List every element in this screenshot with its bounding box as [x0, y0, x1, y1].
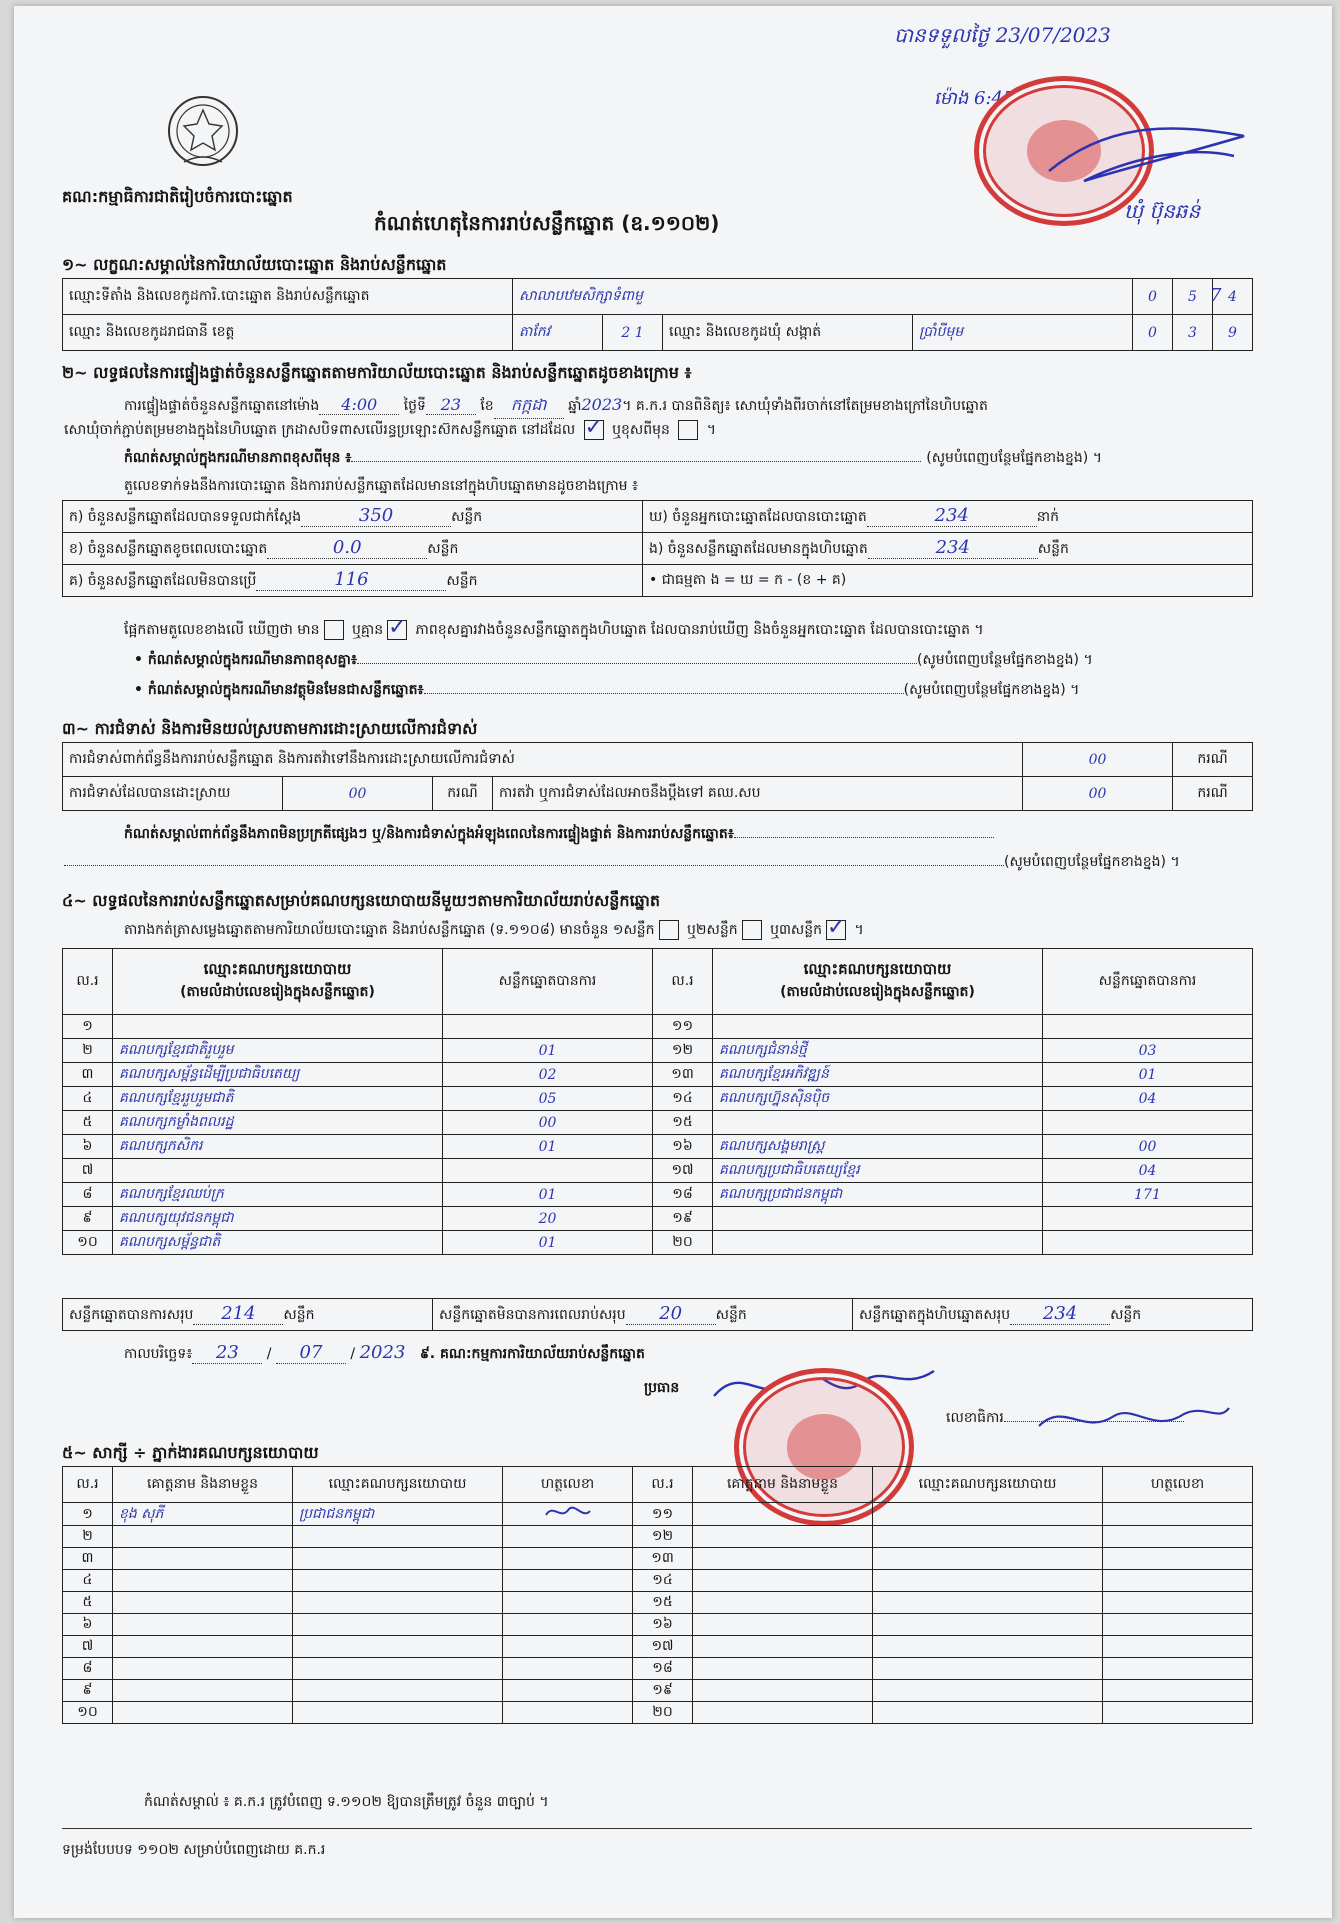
- row-no: ២: [63, 1039, 113, 1063]
- table-row: [63, 1526, 1253, 1548]
- row-no: ៦: [63, 1135, 113, 1159]
- party-votes: [443, 1159, 653, 1183]
- commune-code-3: 9: [1213, 315, 1253, 351]
- section3-heading: ៣~ ការជំទាស់ និងការមិនយល់ស្របតាមការដោះស្រាយលើការជំទាស់: [62, 719, 478, 738]
- party-name: គណបក្សហ្វ៊ុនស៊ិនប៉ិច: [713, 1087, 1043, 1111]
- row-no: ១៦: [653, 1135, 713, 1159]
- table-row: [63, 1702, 1253, 1724]
- received-note: បានទទួលថ្ងៃ 23/07/2023: [894, 23, 1111, 47]
- party-votes: 01: [443, 1039, 653, 1063]
- party-name: [113, 1159, 443, 1183]
- witness-signature: [503, 1503, 633, 1526]
- province-label: ឈ្មោះ និងលេខកូដរាជធានី ខេត្ត: [63, 315, 513, 351]
- row-no: ១២: [653, 1039, 713, 1063]
- col-votes-left: សន្លឹកឆ្នោតបានការ: [443, 949, 653, 1015]
- commune-code-1: 0: [1133, 315, 1173, 351]
- party-name: គណបក្សយុវជនកម្ពុជា: [113, 1207, 443, 1231]
- witness-no: ១២: [633, 1526, 693, 1548]
- table-row: [63, 1503, 1253, 1526]
- location-label: ឈ្មោះទីតាំង និងលេខកូដការិ.បោះឆ្នោត និងរាប់សន្លឹកឆ្នោត: [63, 279, 513, 315]
- witness-no: ១៥: [633, 1592, 693, 1614]
- complaints-table: [62, 742, 1253, 811]
- table-row: [63, 1570, 1253, 1592]
- witness-no: ១០: [63, 1702, 113, 1724]
- table-row: [63, 1111, 1253, 1135]
- verification-line-1: ការផ្ទៀងផ្ទាត់ចំនួនសន្លឹកឆ្នោតនៅម៉ោង 4:00 ថ្ងៃទី 23 ខែ កក្កដា ឆ្នាំ2023។ គ.ក.រ បានពិនិត្យ៖ សោឃុំទាំងពីរចាក់នៅតែម្រមខាងក្រៅនៃហិបឆ្នោត: [124, 394, 988, 419]
- col-votes-right: សន្លឹកឆ្នោតបានការ: [1043, 949, 1253, 1015]
- figures-table: [62, 500, 1253, 597]
- party-name: គណបក្សខ្មែររួបរួមជាតិ: [113, 1087, 443, 1111]
- total-valid: សន្លឹកឆ្នោតបានការសរុប 214 សន្លឹក: [63, 1299, 433, 1331]
- party-votes: 01: [443, 1183, 653, 1207]
- row-no: ១៧: [653, 1159, 713, 1183]
- commune-code-2: 3: [1173, 315, 1213, 351]
- row-no: ១៥: [653, 1111, 713, 1135]
- complaints-appeal-unit: ករណី: [1173, 777, 1253, 811]
- party-votes: [1043, 1207, 1253, 1231]
- witness-no: ៤: [63, 1570, 113, 1592]
- location-code-2: 5: [1173, 279, 1213, 315]
- complaints-related-value: 00: [1023, 743, 1173, 777]
- section1-table: [62, 278, 1253, 351]
- commune-note: ឃុំ ប៊ុនឆន់: [1124, 199, 1201, 223]
- location-value: សាលាបឋមសិក្សាទំពាមួ: [513, 279, 1133, 315]
- table-row: [63, 1039, 1253, 1063]
- row-no: ៣: [63, 1063, 113, 1087]
- received-time-note: ម៉ោង 6:45: [934, 88, 1015, 109]
- tally-sheet-line: តារាងកត់ត្រាសម្លេងឆ្នោតតាមការិយាល័យបោះឆ្នោត និងរាប់សន្លឹកឆ្នោត (ទ.១១០៨) មានចំនួន ១សន្លឹក ឬ២សន្លឹក ឬ៣សន្លឹក✓ ។: [124, 920, 864, 941]
- party-name: គណបក្សសម្ព័ន្ធដើម្បីប្រជាធិបតេយ្យ: [113, 1063, 443, 1087]
- party-name: គណបក្សកម្លាំងពលរដ្ឋ: [113, 1111, 443, 1135]
- non-ballot-remark-line: • កំណត់សម្គាល់ក្នុងករណីមានវត្ថុមិនមែនជាសន្លឹកឆ្នោត៖ (សូមបំពេញបន្ថែមផ្នែកខាងខ្នង) ។: [134, 682, 1080, 698]
- witness-no: ១៣: [633, 1548, 693, 1570]
- party-name: គណបក្សខ្មែរអភិវឌ្ឍន៍: [713, 1063, 1043, 1087]
- total-in-box: សន្លឹកឆ្នោតក្នុងហិបឆ្នោតសរុប 234 សន្លឹក: [853, 1299, 1253, 1331]
- complaints-resolved-unit: ករណី: [433, 777, 493, 811]
- party-votes: [1043, 1015, 1253, 1039]
- party-name: គណបក្សកសិករ: [113, 1135, 443, 1159]
- irregularity-note-fill: (សូមបំពេញបន្ថែមផ្នែកខាងខ្នង) ។: [64, 852, 1180, 873]
- witness-no: ១៧: [633, 1636, 693, 1658]
- commune-value: ប្រាំបីមុម: [913, 315, 1133, 351]
- party-results-table: [62, 948, 1253, 1255]
- party-name: [713, 1231, 1043, 1255]
- witness-no: ១: [63, 1503, 113, 1526]
- party-votes: [1043, 1231, 1253, 1255]
- table-row: [63, 1636, 1253, 1658]
- table-row: [63, 1614, 1253, 1636]
- row-no: ១: [63, 1015, 113, 1039]
- col-no-left: ល.រ: [63, 949, 113, 1015]
- party-votes: 01: [443, 1231, 653, 1255]
- row-no: ១០: [63, 1231, 113, 1255]
- col-party-left: ឈ្មោះគណបក្សនយោបាយ (តាមលំដាប់លេខរៀងក្នុងសន្លឹកឆ្នោត): [113, 949, 443, 1015]
- footer-divider: [62, 1828, 1252, 1829]
- province-value: តាកែវ: [513, 315, 603, 351]
- row-no: ៩: [63, 1207, 113, 1231]
- row-no: ៥: [63, 1111, 113, 1135]
- one-sheet-checkbox[interactable]: [659, 920, 679, 940]
- party-votes: 00: [1043, 1135, 1253, 1159]
- witness-col-name-2: គោត្តនាម និងនាមខ្លួន: [693, 1467, 873, 1503]
- date-line: កាលបរិច្ឆេទ៖ 23 / 07 / 2023 ៩. គណ:កម្មការការិយាល័យរាប់សន្លឹកឆ្នោត: [124, 1342, 645, 1363]
- figure-c: គ) ចំនួនសន្លឹកឆ្នោតដែលមិនបានប្រើ 116 សន្លឹក: [63, 565, 643, 597]
- witness-no: ១៩: [633, 1680, 693, 1702]
- witness-col-sign-2: ហត្ថលេខា: [1103, 1467, 1253, 1503]
- witness-no: ១៨: [633, 1658, 693, 1680]
- row-no: ៤: [63, 1087, 113, 1111]
- witness-table: [62, 1466, 1253, 1724]
- section2-heading: ២~ លទ្ធផលនៃការផ្ទៀងផ្ទាត់ចំនួនសន្លឹកឆ្នោតតាមការិយាល័យបោះឆ្នោត និងរាប់សន្លឹកឆ្នោតដូចខាងក្រោម ៖: [62, 363, 692, 382]
- row-no: ១៣: [653, 1063, 713, 1087]
- party-name: [113, 1015, 443, 1039]
- party-name: គណបក្សជំនាន់ថ្មី: [713, 1039, 1043, 1063]
- witness-no: ១៦: [633, 1614, 693, 1636]
- difference-note-line: កំណត់សម្គាល់ក្នុងករណីមានភាពខុសពីមុន ៖ (សូមបំពេញបន្ថែមផ្នែកខាងខ្នង) ។: [124, 450, 1102, 466]
- location-code-3: 4: [1213, 279, 1253, 315]
- section5-heading: ៥~ សាក្សី ÷ ភ្នាក់ងារគណបក្សនយោបាយ: [62, 1443, 319, 1462]
- complaints-appeal-value: 00: [1023, 777, 1173, 811]
- table-row: [63, 1231, 1253, 1255]
- table-row: [63, 1548, 1253, 1570]
- figure-e: ង) ចំនួនសន្លឹកឆ្នោតដែលមានក្នុងហិបឆ្នោត 234 សន្លឹក: [643, 533, 1253, 565]
- party-name: [713, 1015, 1043, 1039]
- same-checkbox[interactable]: [584, 420, 604, 440]
- section1-heading: ១~ លក្ខណ:សម្គាល់នៃការិយាល័យបោះឆ្នោត និងរាប់សន្លឹកឆ្នោត: [62, 255, 447, 274]
- section4-heading: ៤~ លទ្ធផលនៃការរាប់សន្លឹកឆ្នោតសម្រាប់គណបក្សនយោបាយនីមួយៗតាមការិយាល័យរាប់សន្លឹកឆ្នោត: [62, 891, 661, 910]
- complaints-related-unit: ករណី: [1173, 743, 1253, 777]
- party-votes: 03: [1043, 1039, 1253, 1063]
- figure-d: ឃ) ចំនួនអ្នកបោះឆ្នោតដែលបានបោះឆ្នោត 234 នាក់: [643, 501, 1253, 533]
- witness-party: ប្រជាជនកម្ពុជា: [293, 1503, 503, 1526]
- commune-label: ឈ្មោះ និងលេខកូដឃុំ សង្កាត់: [663, 315, 913, 351]
- witness-col-no-2: ល.រ: [633, 1467, 693, 1503]
- secretary-signature: [1034, 1396, 1234, 1440]
- verification-line-2: សោឃុំចាក់ភ្ជាប់តម្រមខាងក្នុងនៃហិបឆ្នោត ក្រដាសបិទពាសលើរន្ធប្រឡោះស៊កសន្លឹកឆ្នោត នៅដដែល ✓ ឬខុសពីមុន ។: [64, 420, 716, 441]
- party-name: គណបក្សខ្មែរឈប់ក្រ: [113, 1183, 443, 1207]
- party-votes: [443, 1015, 653, 1039]
- complaints-related-label: ការជំទាស់ពាក់ព័ន្ធនឹងការរាប់សន្លឹកឆ្នោត និងការតវ៉ាទៅនឹងការដោះស្រាយលើការជំទាស់: [63, 743, 1023, 777]
- nec-emblem: [162, 92, 244, 170]
- party-votes: 00: [443, 1111, 653, 1135]
- row-no: ៧: [63, 1159, 113, 1183]
- location-code-1: 0: [1133, 279, 1173, 315]
- party-name: គណបក្សខ្មែរជាតិរួបរួម: [113, 1039, 443, 1063]
- party-votes: 02: [443, 1063, 653, 1087]
- location-code-4: 7: [1210, 285, 1222, 306]
- party-name: គណបក្សសង្គមរាស្ត្រ: [713, 1135, 1043, 1159]
- figure-b: ខ) ចំនួនសន្លឹកឆ្នោតខូចពេលបោះឆ្នោត 0.0 សន្លឹក: [63, 533, 643, 565]
- row-no: ៨: [63, 1183, 113, 1207]
- totals-table: [62, 1298, 1253, 1331]
- three-sheets-checkbox[interactable]: [826, 920, 846, 940]
- witness-no: ១១: [633, 1503, 693, 1526]
- witness-no: ៥: [63, 1592, 113, 1614]
- witness-name: ខុង សុភី: [113, 1503, 293, 1526]
- party-votes: 20: [443, 1207, 653, 1231]
- witness-no: ៦: [63, 1614, 113, 1636]
- row-no: ១១: [653, 1015, 713, 1039]
- figure-a: ក) ចំនួនសន្លឹកឆ្នោតដែលបានទទួលជាក់ស្តែង 350 សន្លឹក: [63, 501, 643, 533]
- party-name: [713, 1111, 1043, 1135]
- party-votes: 04: [1043, 1087, 1253, 1111]
- discrepancy-line: ផ្អែកតាមតួលេខខាងលើ ឃើញថា មាន ឬគ្មាន✓ ភាពខុសគ្នារវាងចំនួនសន្លឹកឆ្នោតក្នុងហិបឆ្នោត ដែលបានរាប់ឃើញ និងចំនួនអ្នកបោះឆ្នោត ដែលបានបោះឆ្នោត ។: [124, 620, 984, 641]
- party-name: គណបក្សសម្ព័ន្ធជាតិ: [113, 1231, 443, 1255]
- province-code: 2 1: [603, 315, 663, 351]
- party-votes: 01: [443, 1135, 653, 1159]
- irregularity-note: កំណត់សម្គាល់ពាក់ព័ន្ធនឹងភាពមិនប្រក្រតីផ្សេងៗ ឬ/និងការជំទាស់ក្នុងអំឡុងពេលនៃការផ្ទៀងផ្ទាត់ និងការរាប់សន្លឹកឆ្នោត៖: [124, 824, 994, 845]
- witness-col-party: ឈ្មោះគណបក្សនយោបាយ: [293, 1467, 503, 1503]
- party-name: គណបក្សប្រជាធិបតេយ្យខ្មែរ: [713, 1159, 1043, 1183]
- witness-no: ២០: [633, 1702, 693, 1724]
- witness-no: ១៤: [633, 1570, 693, 1592]
- form-title: កំណត់ហេតុនៃការរាប់សន្លឹកឆ្នោត (ឧ.១១០២): [374, 211, 720, 235]
- witness-col-party-2: ឈ្មោះគណបក្សនយោបាយ: [873, 1467, 1103, 1503]
- complaints-appeal-label: ការតវ៉ា ឬការជំទាស់ដែលអាចនឹងប្តឹងទៅ គឈ.សប: [493, 777, 1023, 811]
- form-note: ទម្រង់បែបបទ ១១០២ សម្រាប់បំពេញដោយ គ.ក.រ: [62, 1842, 326, 1858]
- witness-no: ៣: [63, 1548, 113, 1570]
- table-row: [63, 1015, 1253, 1039]
- total-invalid: សន្លឹកឆ្នោតមិនបានការពេលរាប់សរុប 20 សន្លឹក: [433, 1299, 853, 1331]
- ballot-count-form: [14, 6, 1332, 1918]
- signature-top: [1044, 116, 1254, 186]
- table-row: [63, 1159, 1253, 1183]
- row-no: ១៩: [653, 1207, 713, 1231]
- party-name: គណបក្សប្រជាជនកម្ពុជា: [713, 1183, 1043, 1207]
- witness-col-no: ល.រ: [63, 1467, 113, 1503]
- col-no-right: ល.រ: [653, 949, 713, 1015]
- table-row: [63, 1207, 1253, 1231]
- org-name: គណ:កម្មាធិការជាតិរៀបចំការបោះឆ្នោត: [62, 187, 293, 206]
- table-row: [63, 1063, 1253, 1087]
- table-row: [63, 1087, 1253, 1111]
- witness-col-name: គោត្តនាម និងនាមខ្លួន: [113, 1467, 293, 1503]
- table-row: [63, 1183, 1253, 1207]
- party-votes: 04: [1043, 1159, 1253, 1183]
- complaints-resolved-label: ការជំទាស់ដែលបានដោះស្រាយ: [63, 777, 283, 811]
- witness-no: ៨: [63, 1658, 113, 1680]
- complaints-resolved-value: 00: [283, 777, 433, 811]
- difference-remark-line: • កំណត់សម្គាល់ក្នុងករណីមានភាពខុសគ្នា៖ (សូមបំពេញបន្ថែមផ្នែកខាងខ្នង) ។: [134, 652, 1093, 668]
- party-name: [713, 1207, 1043, 1231]
- changed-checkbox[interactable]: [678, 420, 698, 440]
- row-no: ២០: [653, 1231, 713, 1255]
- has-difference-checkbox[interactable]: [324, 620, 344, 640]
- witness-no: ២: [63, 1526, 113, 1548]
- table-row: [63, 1680, 1253, 1702]
- row-no: ១៤: [653, 1087, 713, 1111]
- two-sheets-checkbox[interactable]: [742, 920, 762, 940]
- table-row: [63, 1658, 1253, 1680]
- table-row: [63, 1592, 1253, 1614]
- witness-col-sign: ហត្ថលេខា: [503, 1467, 633, 1503]
- secretary-line: លេខាធិការ: [946, 1408, 1184, 1429]
- col-party-right: ឈ្មោះគណបក្សនយោបាយ (តាមលំដាប់លេខរៀងក្នុងសន្លឹកឆ្នោត): [713, 949, 1043, 1015]
- party-votes: [1043, 1111, 1253, 1135]
- table-row: [63, 1135, 1253, 1159]
- witness-no: ៧: [63, 1636, 113, 1658]
- chair-label: ប្រធាន: [644, 1380, 680, 1396]
- figures-intro: តួលេខទាក់ទងនឹងការបោះឆ្នោត និងការរាប់សន្លឹកឆ្នោតដែលមាននៅក្នុងហិបឆ្នោតមានដូចខាងក្រោម ៖: [124, 478, 639, 494]
- no-difference-checkbox[interactable]: [387, 620, 407, 640]
- witness-no: ៩: [63, 1680, 113, 1702]
- row-no: ១៨: [653, 1183, 713, 1207]
- figure-formula: • ជាធម្មតា ង = ឃ = ក - (ខ + គ): [643, 565, 1253, 597]
- party-votes: 171: [1043, 1183, 1253, 1207]
- party-votes: 01: [1043, 1063, 1253, 1087]
- footnote: កំណត់សម្គាល់ ៖ គ.ក.រ ត្រូវបំពេញ ទ.១១០២ ឱ្យបានត្រឹមត្រូវ ចំនួន ៣ច្បាប់ ។: [144, 1794, 549, 1810]
- party-votes: 05: [443, 1087, 653, 1111]
